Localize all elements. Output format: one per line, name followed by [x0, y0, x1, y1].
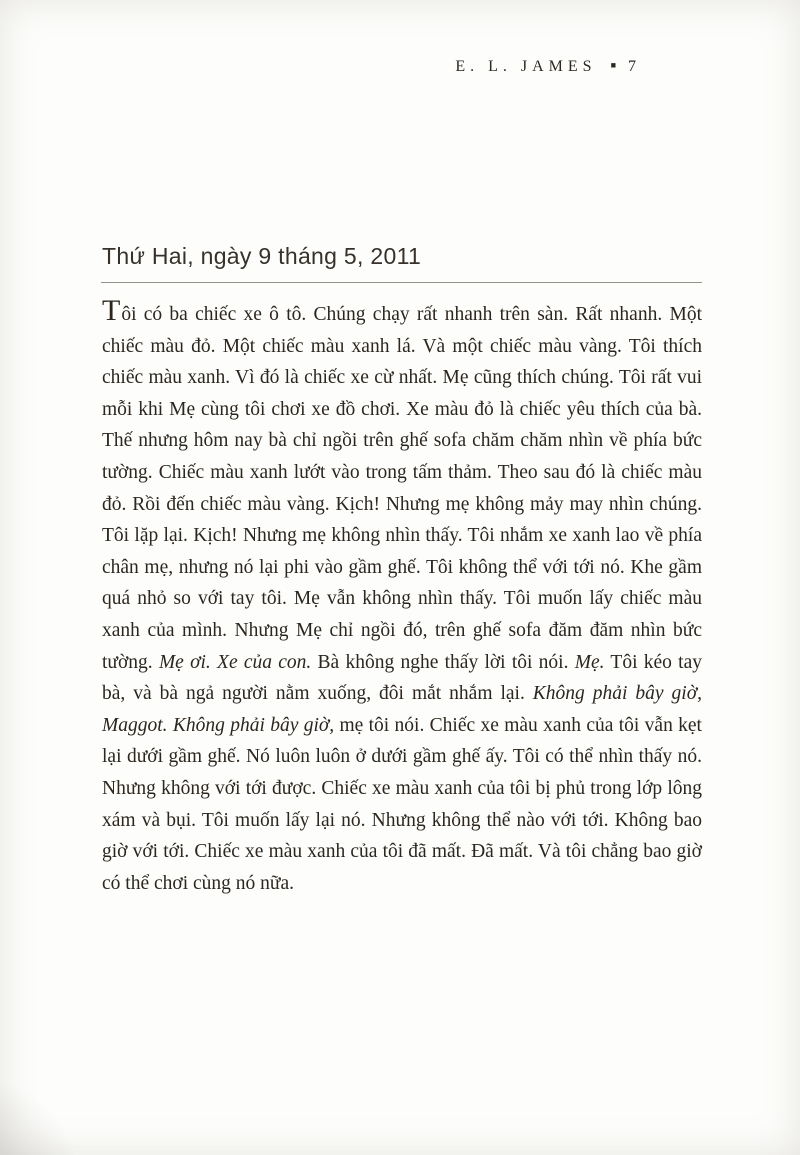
scan-corner-shade [0, 1065, 90, 1155]
author-name: E. L. JAMES [455, 58, 597, 75]
body-paragraph [102, 294, 702, 899]
running-header [0, 58, 636, 76]
chapter-date-heading: Thứ Hai, ngày 9 tháng 5, 2011 [102, 243, 422, 269]
body-runs: ôi có ba chiếc xe ô tô. Chúng chạy rất nhanh trên sàn. Rất nhanh. Một chiếc màu đỏ. Một chiếc màu xanh lá. Và một chiếc màu vàng. Tôi thích chiếc màu xanh. Vì đó là chiếc xe cừ nhất. Mẹ cũng thích chúng. Tôi rất vui mỗi khi Mẹ cùng tôi chơi xe đồ chơi. Xe màu đỏ là chiếc yêu thích của bà. Thế nhưng hôm nay bà chỉ ngồi trên ghế sofa chăm chăm nhìn về phía bức tường. Chiếc màu xanh lướt vào trong tấm thảm. Theo sau đó là chiếc màu đỏ. Rồi đến chiếc màu vàng. Kịch! Nhưng mẹ không mảy may nhìn chúng. Tôi lặp lại. Kịch! Nhưng mẹ không nhìn thấy. Tôi nhắm xe xanh lao về phía chân mẹ, nhưng nó lại phi vào gầm ghế. Tôi không thể với tới nó. Khe gầm quá nhỏ so với tay tôi. Mẹ vẫn không nhìn thấy. Tôi muốn lấy chiếc màu xanh của mình. Nhưng Mẹ chỉ ngồi đó, trên ghế sofa đăm đăm nhìn bức tường. Mẹ ơi. Xe của con. Bà không nghe thấy lời tôi nói. Mẹ. Tôi kéo tay bà, và bà ngả người nằm xuống, đôi mắt nhắm lại. Không phải bây giờ, Maggot. Không phải bây giờ, mẹ tôi nói. Chiếc xe màu xanh của tôi vẫn kẹt lại dưới gầm ghế. Nó luôn luôn ở dưới gầm ghế ấy. Tôi có thể nhìn thấy nó. Nhưng không với tới được. Chiếc xe màu xanh của tôi bị phủ trong lớp lông xám và bụi. Tôi muốn lấy lại nó. Nhưng không thể nào với tới. Không bao giờ với tới. Chiếc xe màu xanh của tôi đã mất. Đã mất. Và tôi chẳng bao giờ có thể chơi cùng nó nữa. [102, 304, 702, 894]
square-bullet-icon: ■ [610, 60, 616, 70]
heading-rule [101, 282, 702, 283]
drop-cap: T [102, 294, 122, 327]
page-number: 7 [628, 58, 636, 75]
